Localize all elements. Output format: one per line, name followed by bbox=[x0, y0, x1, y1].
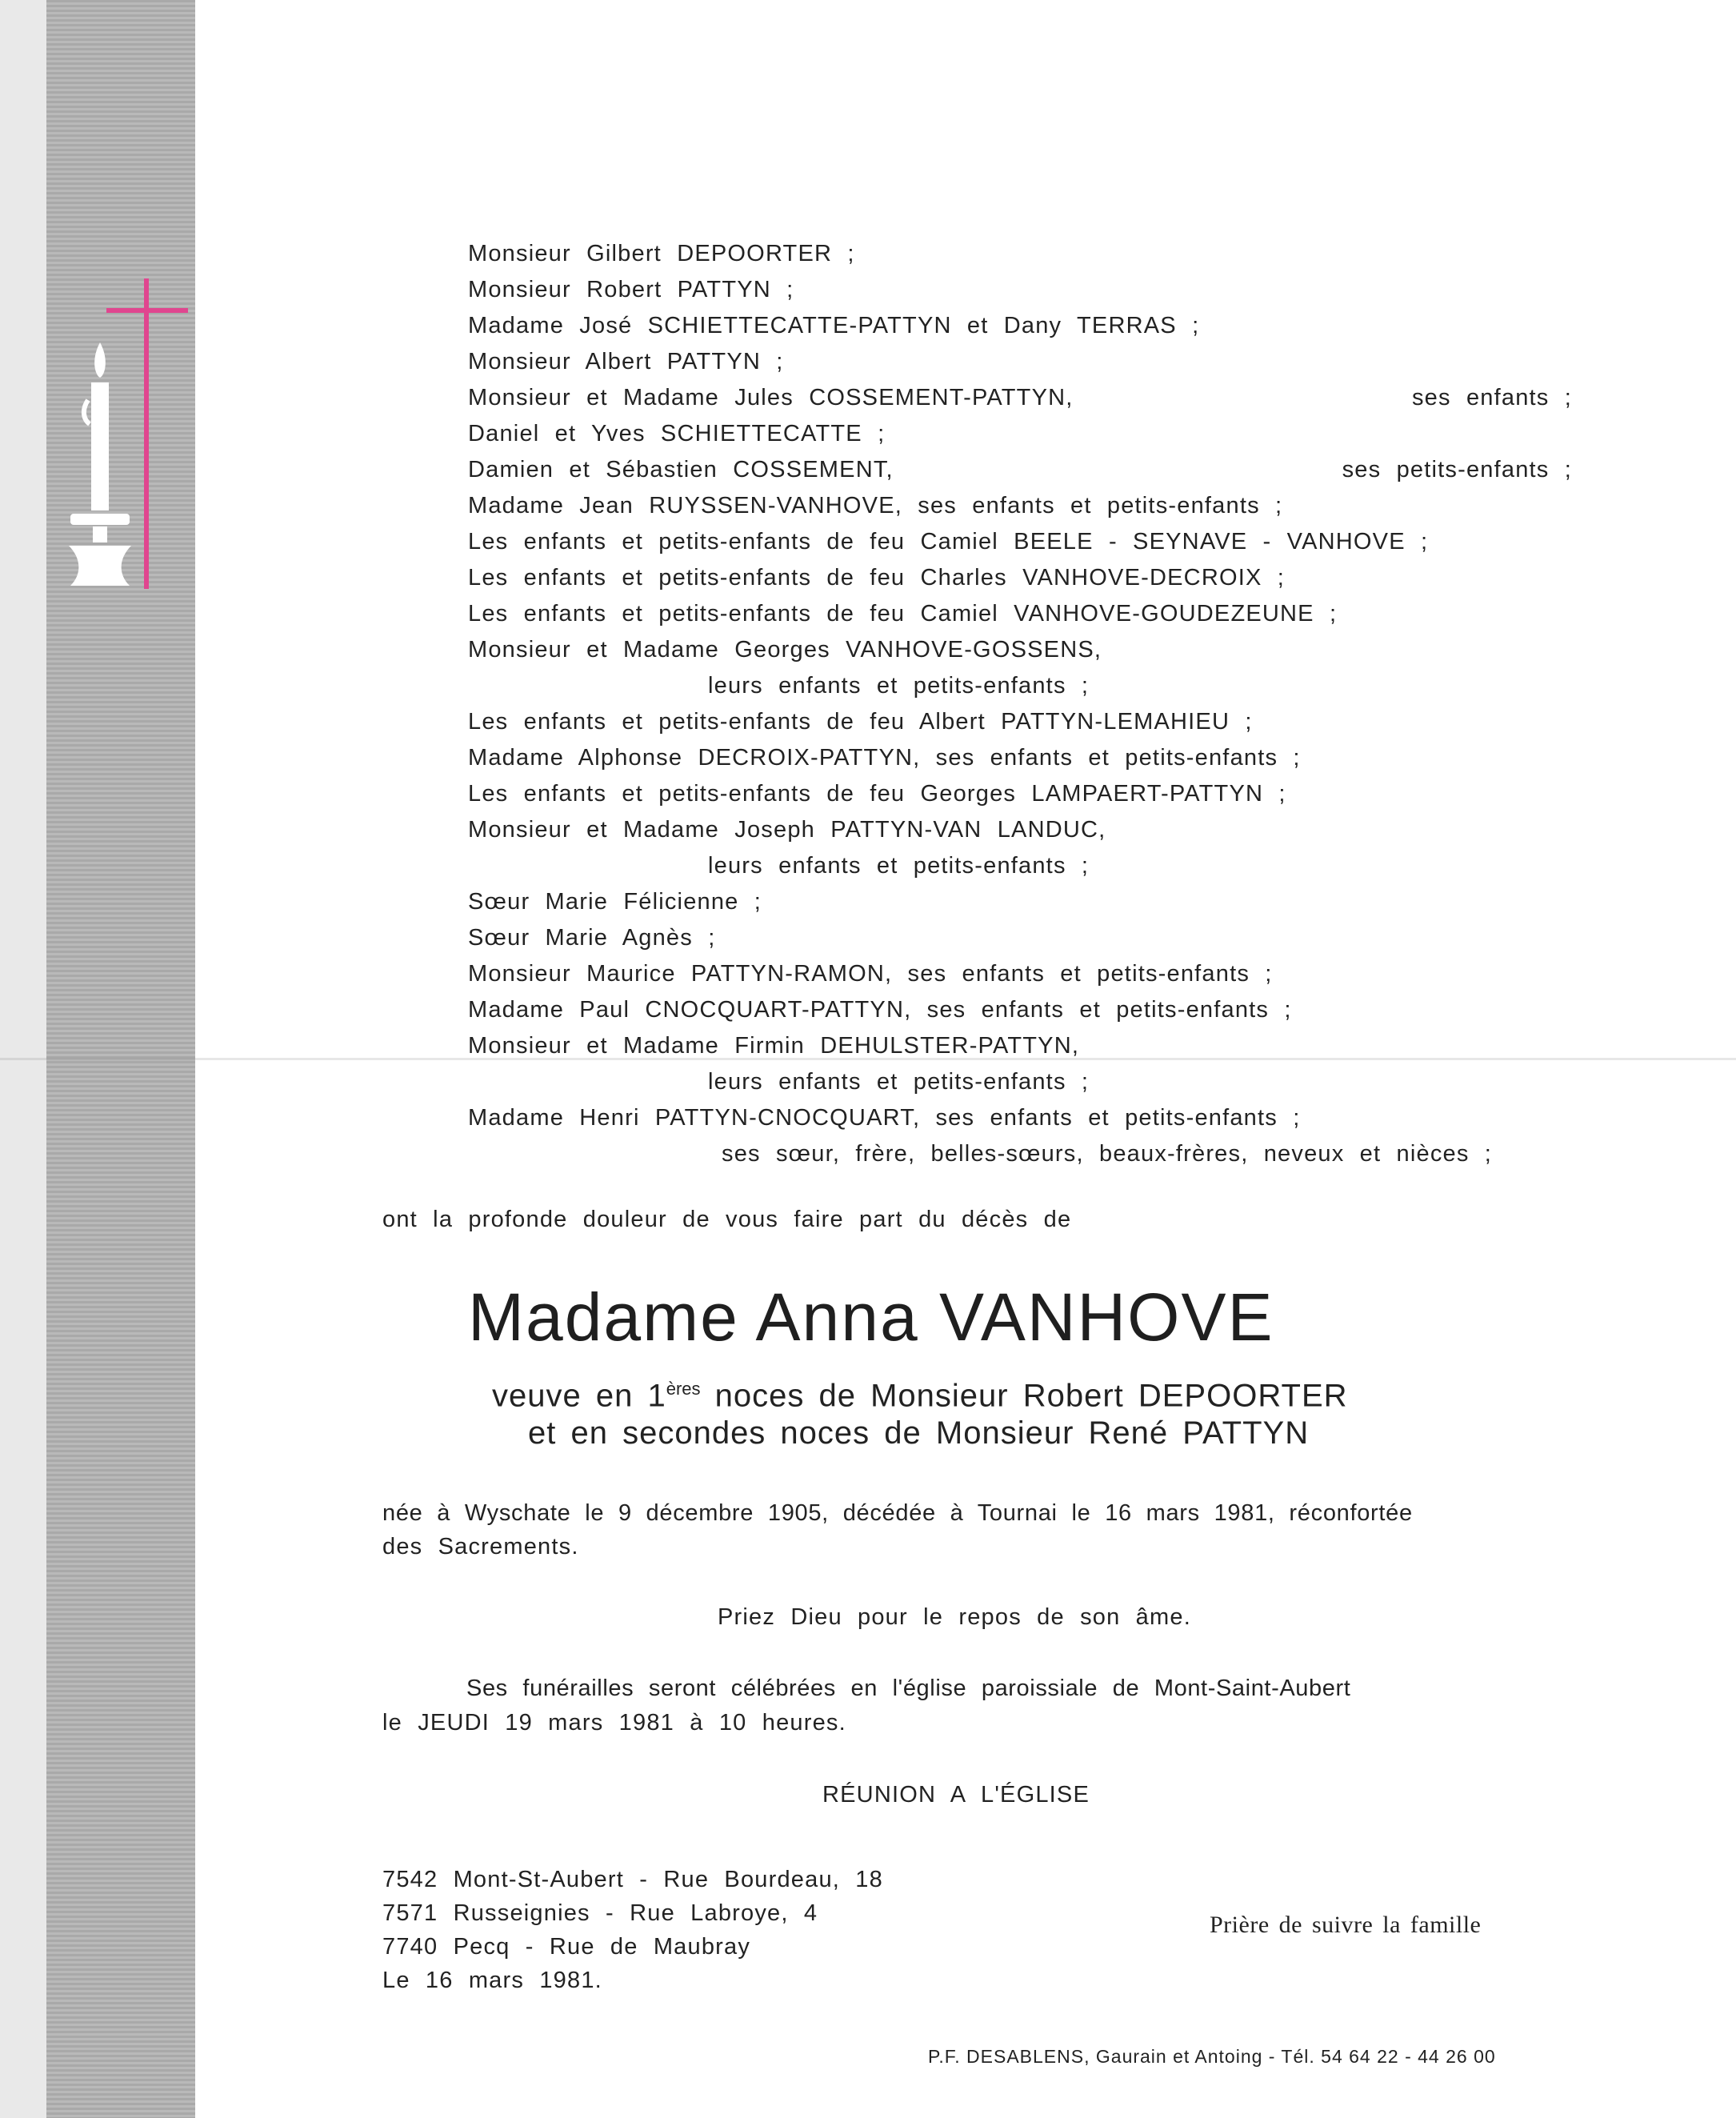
family-line-role: ses petits-enfants ; bbox=[1342, 457, 1572, 482]
family-line: Damien et Sébastien COSSEMENT, bbox=[468, 457, 894, 482]
family-line: leurs enfants et petits-enfants ; bbox=[708, 853, 1090, 879]
date-line: Le 16 mars 1981. bbox=[382, 1968, 602, 1993]
address-line: 7740 Pecq - Rue de Maubray bbox=[382, 1934, 751, 1960]
family-line: Monsieur et Madame Georges VANHOVE-GOSSENS, bbox=[468, 637, 1102, 663]
printer-credit: P.F. DESABLENS, Gaurain et Antoing - Tél. 54 64 22 - 44 26 00 bbox=[928, 2046, 1496, 2067]
family-line: Madame Jean RUYSSEN-VANHOVE, ses enfants et petits-enfants ; bbox=[468, 493, 1283, 518]
family-line: Monsieur Albert PATTYN ; bbox=[468, 349, 784, 374]
family-line: Les enfants et petits-enfants de feu Camiel BEELE - SEYNAVE - VANHOVE ; bbox=[468, 529, 1429, 555]
family-line: Les enfants et petits-enfants de feu Albert PATTYN-LEMAHIEU ; bbox=[468, 709, 1253, 735]
widow-first-marriage: veuve en 1ères noces de Monsieur Robert DEPOORTER bbox=[492, 1378, 1348, 1414]
funeral-line: le JEUDI 19 mars 1981 à 10 heures. bbox=[382, 1710, 846, 1736]
family-line: Sœur Marie Félicienne ; bbox=[468, 889, 762, 915]
family-line: Monsieur et Madame Firmin DEHULSTER-PATTYN, bbox=[468, 1033, 1080, 1059]
reunion-heading: RÉUNION A L'ÉGLISE bbox=[822, 1782, 1090, 1808]
family-line: Monsieur et Madame Joseph PATTYN-VAN LANDUC, bbox=[468, 817, 1106, 843]
family-line-role: ses enfants ; bbox=[1411, 385, 1572, 410]
family-line: Madame Henri PATTYN-CNOCQUART, ses enfants et petits-enfants ; bbox=[468, 1105, 1301, 1131]
family-line: leurs enfants et petits-enfants ; bbox=[708, 673, 1090, 699]
funeral-line: Ses funérailles seront célébrées en l'église paroissiale de Mont-Saint-Aubert bbox=[466, 1676, 1351, 1701]
family-line: ses sœur, frère, belles-sœurs, beaux-frères, neveux et nièces ; bbox=[722, 1141, 1493, 1167]
family-line: Les enfants et petits-enfants de feu Camiel VANHOVE-GOUDEZEUNE ; bbox=[468, 601, 1338, 627]
family-request: Prière de suivre la famille bbox=[1210, 1912, 1482, 1938]
prayer-text: Priez Dieu pour le repos de son âme. bbox=[718, 1604, 1191, 1630]
family-line: Daniel et Yves SCHIETTECATTE ; bbox=[468, 421, 886, 446]
family-line: Monsieur Gilbert DEPOORTER ; bbox=[468, 241, 855, 266]
birth-death-line: des Sacrements. bbox=[382, 1534, 579, 1559]
family-line: Madame José SCHIETTECATTE-PATTYN et Dany TERRAS ; bbox=[468, 313, 1200, 338]
family-line: Les enfants et petits-enfants de feu Georges LAMPAERT-PATTYN ; bbox=[468, 781, 1286, 807]
candle-icon bbox=[64, 336, 136, 592]
family-line: leurs enfants et petits-enfants ; bbox=[708, 1069, 1090, 1095]
family-line: Madame Paul CNOCQUART-PATTYN, ses enfants et petits-enfants ; bbox=[468, 997, 1292, 1023]
family-line: Monsieur et Madame Jules COSSEMENT-PATTYN, bbox=[468, 385, 1074, 410]
address-line: 7542 Mont-St-Aubert - Rue Bourdeau, 18 bbox=[382, 1867, 883, 1892]
birth-death-line: née à Wyschate le 9 décembre 1905, décédée à Tournai le 16 mars 1981, réconfortée bbox=[382, 1500, 1413, 1526]
announcement-text: ont la profonde douleur de vous faire part du décès de bbox=[382, 1207, 1072, 1232]
cross-icon-bar bbox=[106, 308, 188, 313]
family-line: Madame Alphonse DECROIX-PATTYN, ses enfants et petits-enfants ; bbox=[468, 745, 1301, 771]
cross-icon bbox=[144, 278, 149, 589]
address-line: 7571 Russeignies - Rue Labroye, 4 bbox=[382, 1900, 818, 1926]
family-line: Monsieur Robert PATTYN ; bbox=[468, 277, 794, 302]
widow-second-marriage: et en secondes noces de Monsieur René PATTYN bbox=[528, 1415, 1310, 1451]
deceased-name: Madame Anna VANHOVE bbox=[468, 1279, 1274, 1355]
family-line: Sœur Marie Agnès ; bbox=[468, 925, 716, 951]
family-line: Les enfants et petits-enfants de feu Charles VANHOVE-DECROIX ; bbox=[468, 565, 1286, 591]
family-line: Monsieur Maurice PATTYN-RAMON, ses enfants et petits-enfants ; bbox=[468, 961, 1273, 987]
